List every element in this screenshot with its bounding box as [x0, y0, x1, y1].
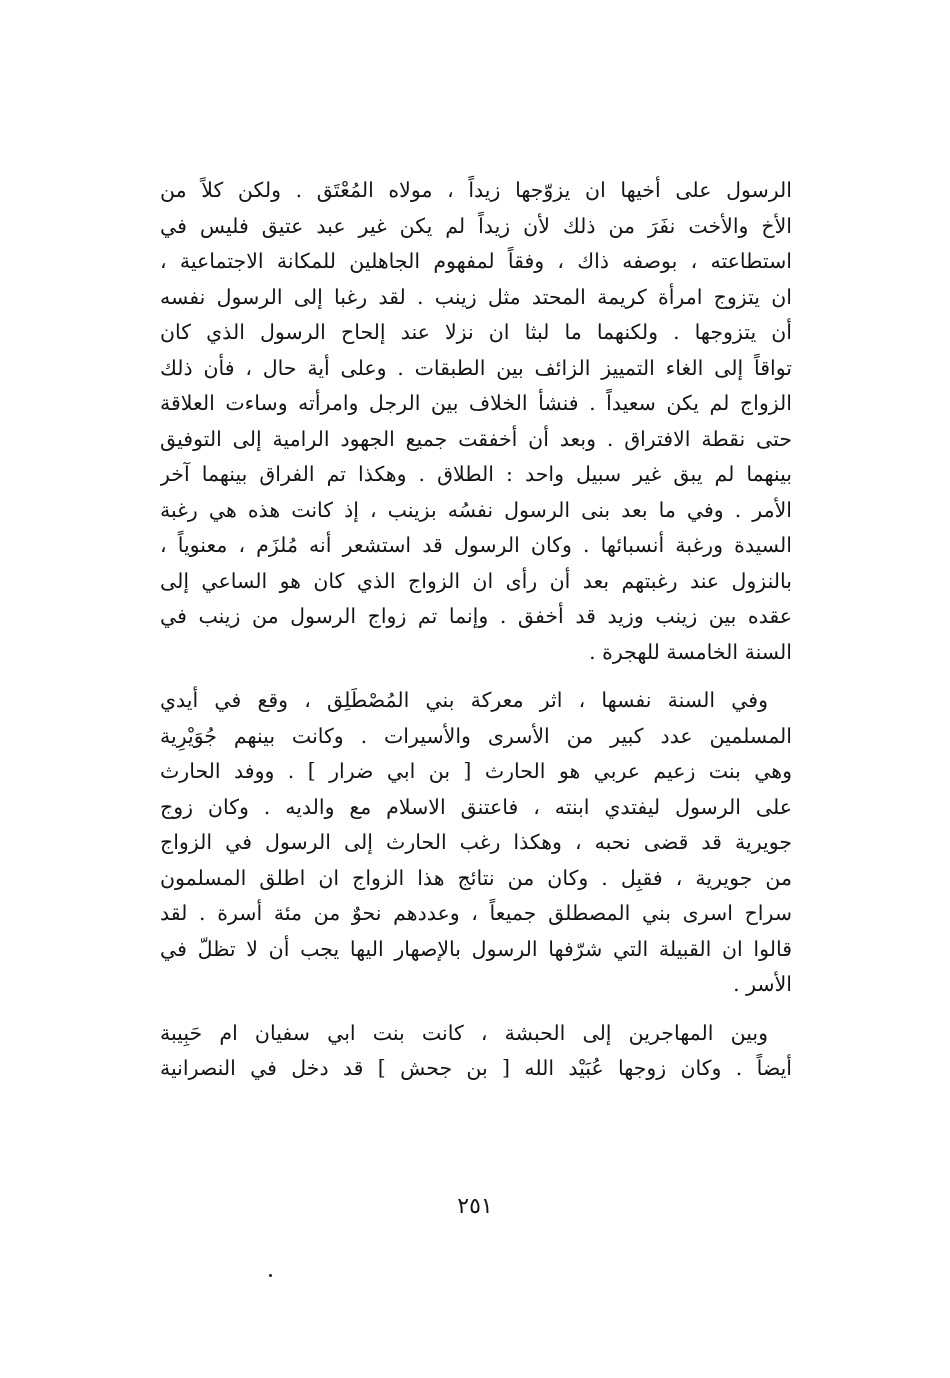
text-line: الأخ والأخت نفَرَ من ذلك لأن زيداً لم يكن غير عبد عتيق فليس في — [160, 213, 792, 238]
text-line: السنة الخامسة للهجرة . — [589, 639, 792, 664]
paragraph-spacer — [160, 1003, 792, 1016]
text-line: الزواج لم يكن سعيداً . فنشأ الخلاف بين الرجل وامرأته وساءت العلاقة — [160, 391, 792, 415]
paragraph-spacer — [160, 670, 792, 683]
text-line: استطاعته ، بوصفه ذاك ، وفقاً لمفهوم الجاهلين للمكانة الاجتماعية ، — [160, 249, 792, 273]
paragraph-umm-habiba — [160, 1016, 792, 1087]
text-line: الأسر . — [733, 972, 792, 996]
text-line: أن يتزوجها . ولكنهما ما لبثا ان نزلا عند إلحاح الرسول الذي كان — [160, 320, 792, 344]
text-line: المسلمين عدد كبير من الأسرى والأسيرات . وكانت بينهم جُوَيْرِية — [160, 723, 792, 748]
text-line: على الرسول ليفتدي ابنته ، فاعتنق الاسلام مع والديه . وكان زوج — [160, 794, 792, 819]
paragraph-zaynab-marriage — [160, 173, 792, 670]
text-line: تواقاً إلى الغاء التمييز الزائف بين الطبقات . وعلى أية حال ، فأن ذلك — [160, 355, 792, 380]
text-line: عقده بين زينب وزيد قد أخفق . وإنما تم زواج الرسول من زينب في — [160, 604, 792, 628]
text-line: السيدة ورغبة أنسبائها . وكان الرسول قد استشعر أنه مُلزَم ، معنوياً ، — [160, 533, 792, 557]
paragraph-juwayriya-marriage — [160, 683, 792, 1003]
text-line: ان يتزوج امرأة كريمة المحتد مثل زينب . لقد رغبا إلى الرسول نفسه — [160, 284, 792, 309]
text-line: حتى نقطة الافتراق . وبعد أن أخفقت جميع الجهود الرامية إلى التوفيق — [160, 426, 792, 451]
scan-speck — [269, 1274, 272, 1277]
page-number: ٢٥١ — [457, 1194, 493, 1219]
text-line: الرسول على أخيها ان يزوّجها زيداً ، مولاه المُعْتَق . ولكن كلاً من — [160, 178, 792, 202]
text-line: سراح اسرى بني المصطلق جميعاً ، وعددهم نحوٌ من مئة أسرة . لقد — [160, 901, 792, 925]
text-line: أيضاً . وكان زوجها عُبَيْد الله [ بن جحش ] قد دخل في النصرانية — [160, 1056, 792, 1080]
text-line: من جويرية ، فقبِل . وكان من نتائج هذا الزواج ان اطلق المسلمون — [160, 865, 792, 890]
text-line: قالوا ان القبيلة التي شرّفها الرسول بالإصهار اليها يجب أن لا تظلّ في — [160, 936, 792, 961]
text-line: وهي بنت زعيم عربي هو الحارث [ بن ابي ضرار ] . ووفد الحارث — [160, 759, 792, 783]
text-line: الأمر . وفي ما بعد بنى الرسول نفسُه بزينب ، إذ كانت هذه هي رغبة — [160, 497, 792, 522]
text-line: جويرية قد قضى نحبه ، وهكذا رغب الحارث إلى الرسول في الزواج — [160, 830, 792, 854]
text-line: وفي السنة نفسها ، اثر معركة بني المُصْطَلِق ، وقع في أيدي — [160, 688, 768, 712]
body-text — [160, 173, 792, 1087]
text-line: بالنزول عند رغبتهم بعد أن رأى ان الزواج الذي كان هو الساعي إلى — [160, 568, 792, 593]
text-line: وبين المهاجرين إلى الحبشة ، كانت بنت ابي سفيان ام حَبِيبة — [160, 1020, 768, 1045]
text-line: بينهما لم يبق غير سبيل واحد : الطلاق . وهكذا تم الفراق بينهما آخر — [160, 462, 792, 486]
